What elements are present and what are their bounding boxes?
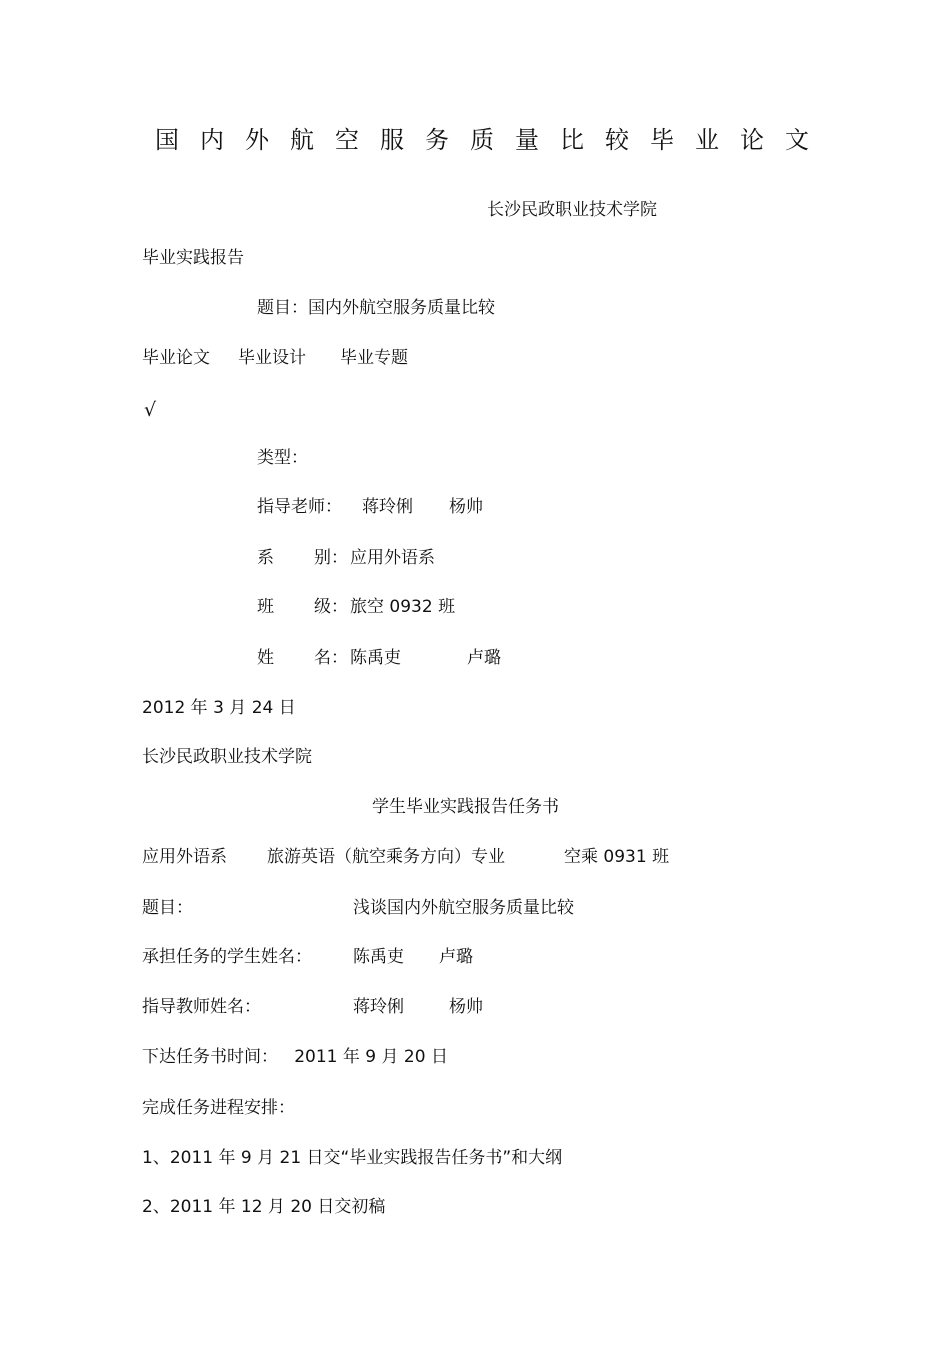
advisor-label: 指导老师：	[257, 497, 342, 517]
dept-label-a: 系	[257, 548, 274, 568]
schedule-item: 2、2011 年 12 月 20 日交初稿	[142, 1197, 386, 1217]
option-special: 毕业专题	[340, 348, 408, 368]
task-class: 空乘 0931 班	[564, 847, 670, 867]
type-label: 类型：	[257, 448, 308, 468]
option-thesis: 毕业论文	[142, 348, 210, 368]
task-teacher-1: 蒋玲俐	[353, 997, 404, 1017]
task-topic-label: 题目：	[142, 898, 193, 918]
task-school-name: 长沙民政职业技术学院	[142, 747, 312, 767]
task-student-2: 卢璐	[439, 947, 473, 967]
name-label-a: 姓	[257, 648, 274, 668]
task-dept: 应用外语系	[142, 847, 227, 867]
class-label-b: 级：	[314, 597, 348, 617]
task-heading: 学生毕业实践报告任务书	[372, 797, 559, 817]
task-teacher-2: 杨帅	[449, 997, 483, 1017]
student-name-2: 卢璐	[467, 648, 501, 668]
dept-value: 应用外语系	[350, 548, 435, 568]
school-name: 长沙民政职业技术学院	[487, 200, 657, 220]
option-design: 毕业设计	[238, 348, 306, 368]
document-title: 国内外航空服务质量比较毕业论文	[155, 126, 830, 154]
cover-topic: 题目：国内外航空服务质量比较	[257, 298, 495, 318]
task-issue-time: 下达任务书时间： 2011 年 9 月 20 日	[142, 1047, 448, 1067]
advisor-name-1: 蒋玲俐	[362, 497, 413, 517]
task-topic-value: 浅谈国内外航空服务质量比较	[353, 898, 574, 918]
name-label-b: 名：	[314, 648, 348, 668]
class-label-a: 班	[257, 597, 274, 617]
dept-label-b: 别：	[314, 548, 348, 568]
task-major: 旅游英语（航空乘务方向）专业	[267, 847, 505, 867]
student-name-1: 陈禹吏	[350, 648, 401, 668]
task-student-label: 承担任务的学生姓名：	[142, 947, 312, 967]
task-teacher-label: 指导教师姓名：	[142, 997, 261, 1017]
schedule-item: 1、2011 年 9 月 21 日交“毕业实践报告任务书”和大纲	[142, 1148, 563, 1168]
check-mark: √	[144, 399, 157, 421]
report-type: 毕业实践报告	[142, 248, 244, 268]
cover-date: 2012 年 3 月 24 日	[142, 698, 296, 718]
task-schedule-label: 完成任务进程安排：	[142, 1098, 295, 1118]
advisor-name-2: 杨帅	[449, 497, 483, 517]
task-student-1: 陈禹吏	[353, 947, 404, 967]
class-value: 旅空 0932 班	[350, 597, 456, 617]
